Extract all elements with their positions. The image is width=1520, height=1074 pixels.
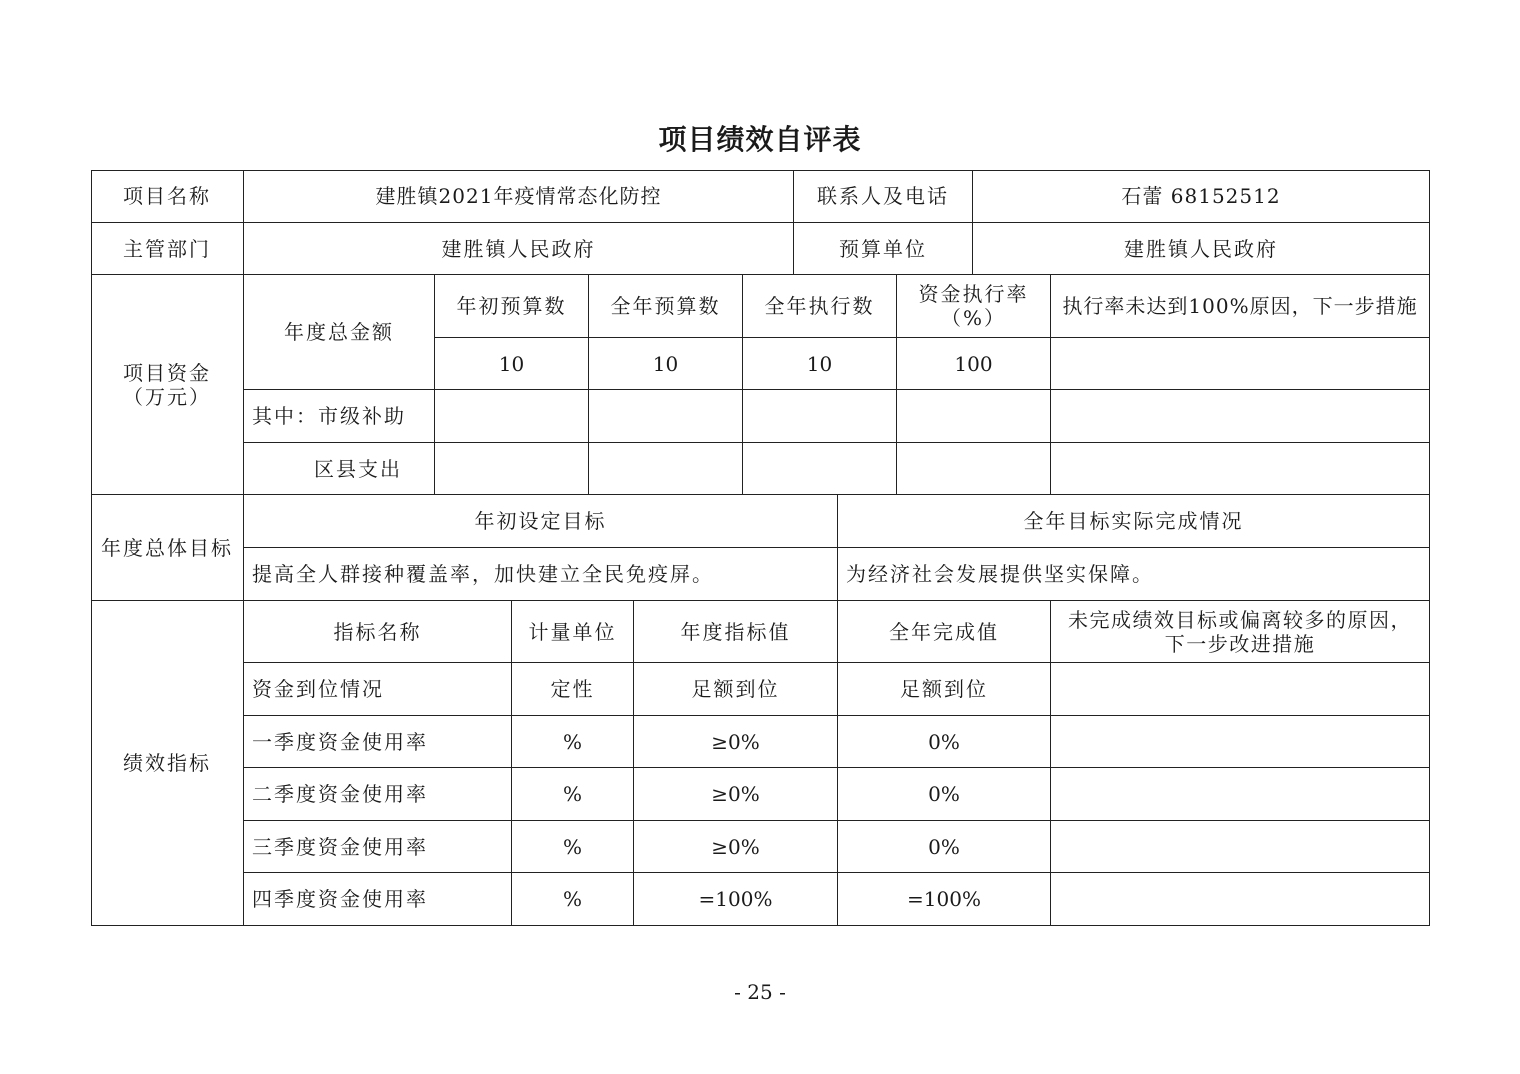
empty-cell bbox=[589, 443, 743, 495]
indicator-reason-header-line2: 下一步改进措施 bbox=[1164, 631, 1316, 656]
empty-cell bbox=[1051, 443, 1430, 495]
indicator-reason bbox=[1051, 663, 1430, 716]
execution-rate-value: 100 bbox=[897, 338, 1051, 390]
indicator-annual-value: =100% bbox=[634, 873, 838, 926]
indicator-completed-value: 0% bbox=[838, 716, 1051, 768]
initial-budget-header: 年初预算数 bbox=[435, 275, 589, 338]
indicator-name: 一季度资金使用率 bbox=[244, 716, 512, 768]
indicator-annual-value: ≥0% bbox=[634, 821, 838, 873]
empty-cell bbox=[435, 443, 589, 495]
initial-budget-value: 10 bbox=[435, 338, 589, 390]
empty-cell bbox=[743, 443, 897, 495]
budget-unit-label: 预算单位 bbox=[794, 223, 973, 275]
indicator-completed-value: 足额到位 bbox=[838, 663, 1051, 716]
reason-header: 执行率未达到100%原因，下一步措施 bbox=[1051, 275, 1430, 338]
dept-label: 主管部门 bbox=[91, 223, 244, 275]
funds-label-line2: （万元） bbox=[123, 384, 211, 409]
indicator-name: 四季度资金使用率 bbox=[244, 873, 512, 926]
indicator-name: 资金到位情况 bbox=[244, 663, 512, 716]
reason-value bbox=[1051, 338, 1430, 390]
unit-header: 计量单位 bbox=[512, 601, 634, 663]
dept-value: 建胜镇人民政府 bbox=[244, 223, 794, 275]
full-year-execution-header: 全年执行数 bbox=[743, 275, 897, 338]
indicator-unit: % bbox=[512, 768, 634, 821]
indicator-completed-value: 0% bbox=[838, 821, 1051, 873]
indicator-completed-value: 0% bbox=[838, 768, 1051, 821]
indicators-label: 绩效指标 bbox=[91, 601, 244, 926]
indicator-unit: % bbox=[512, 716, 634, 768]
indicator-unit: % bbox=[512, 873, 634, 926]
actual-goal-header: 全年目标实际完成情况 bbox=[838, 495, 1430, 548]
empty-cell bbox=[435, 390, 589, 443]
project-name-label: 项目名称 bbox=[91, 170, 244, 223]
empty-cell bbox=[1051, 390, 1430, 443]
initial-goal-text: 提高全人群接种覆盖率，加快建立全民免疫屏。 bbox=[244, 548, 838, 601]
execution-rate-header-line2: （%） bbox=[940, 306, 1006, 330]
indicator-completed-value: =100% bbox=[838, 873, 1051, 926]
goals-label: 年度总体目标 bbox=[91, 495, 244, 601]
indicator-reason-header bbox=[1051, 601, 1430, 663]
indicator-reason bbox=[1051, 716, 1430, 768]
execution-rate-header-line1: 资金执行率 bbox=[918, 282, 1029, 306]
indicator-annual-value: 足额到位 bbox=[634, 663, 838, 716]
empty-cell bbox=[589, 390, 743, 443]
completed-value-header: 全年完成值 bbox=[838, 601, 1051, 663]
execution-rate-header bbox=[897, 275, 1051, 338]
annual-value-header: 年度指标值 bbox=[634, 601, 838, 663]
district-expenditure-label: 区县支出 bbox=[244, 443, 435, 495]
project-name-value: 建胜镇2021年疫情常态化防控 bbox=[244, 170, 794, 223]
indicator-reason bbox=[1051, 821, 1430, 873]
initial-goal-header: 年初设定目标 bbox=[244, 495, 838, 548]
full-year-budget-header: 全年预算数 bbox=[589, 275, 743, 338]
annual-total-label: 年度总金额 bbox=[244, 275, 435, 390]
page-number: - 25 - bbox=[734, 980, 786, 1004]
full-year-budget-value: 10 bbox=[589, 338, 743, 390]
contact-label: 联系人及电话 bbox=[794, 170, 973, 223]
empty-cell bbox=[897, 390, 1051, 443]
indicator-name: 二季度资金使用率 bbox=[244, 768, 512, 821]
indicator-name-header: 指标名称 bbox=[244, 601, 512, 663]
indicator-unit: 定性 bbox=[512, 663, 634, 716]
indicator-annual-value: ≥0% bbox=[634, 716, 838, 768]
indicator-reason bbox=[1051, 873, 1430, 926]
indicator-annual-value: ≥0% bbox=[634, 768, 838, 821]
indicator-name: 三季度资金使用率 bbox=[244, 821, 512, 873]
funds-label-line1: 项目资金 bbox=[123, 360, 211, 385]
funds-label bbox=[91, 275, 244, 495]
indicator-reason-header-line1: 未完成绩效目标或偏离较多的原因， bbox=[1068, 607, 1412, 632]
contact-value: 石蕾 68152512 bbox=[973, 170, 1430, 223]
page-title: 项目绩效自评表 bbox=[658, 123, 862, 156]
municipal-subsidy-label: 其中：市级补助 bbox=[244, 390, 435, 443]
actual-goal-text: 为经济社会发展提供坚实保障。 bbox=[838, 548, 1430, 601]
empty-cell bbox=[743, 390, 897, 443]
empty-cell bbox=[897, 443, 1051, 495]
indicator-unit: % bbox=[512, 821, 634, 873]
full-year-execution-value: 10 bbox=[743, 338, 897, 390]
indicator-reason bbox=[1051, 768, 1430, 821]
budget-unit-value: 建胜镇人民政府 bbox=[973, 223, 1430, 275]
